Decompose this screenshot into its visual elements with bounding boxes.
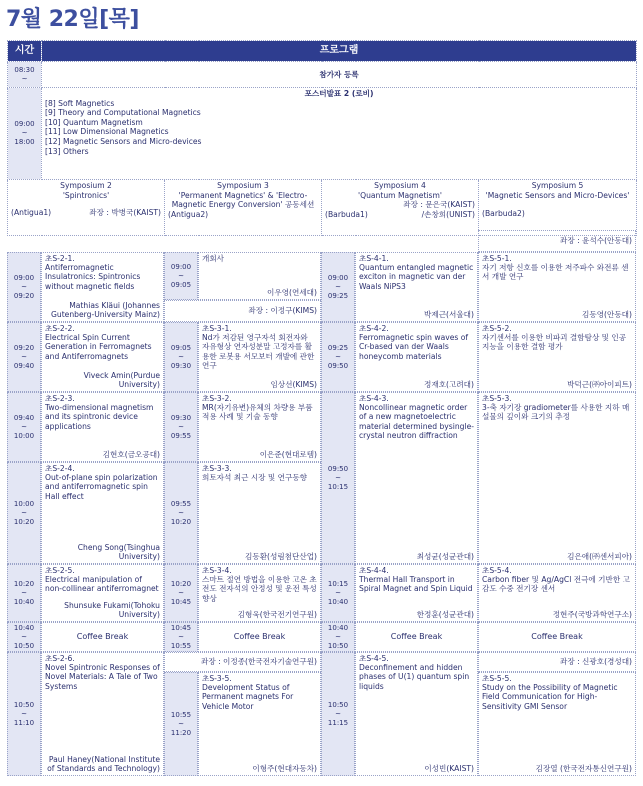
talk-author: 김현호(금오공대): [102, 449, 160, 459]
talk-author: 한정훈(성균관대): [416, 609, 474, 619]
talk-cell: [355, 392, 478, 564]
time-cell: 10:15 ~ 10:40: [321, 564, 355, 622]
talk-title: Electrical manipulation of non-collinear antiferromagnet: [45, 575, 159, 594]
talk-title: Carbon fiber 및 Ag/AgCl 전극에 기반한 고감도 수중 전기장 센서: [482, 575, 630, 594]
talk-cell: [478, 252, 636, 322]
time-cell: 09:25 ~ 09:50: [321, 322, 355, 392]
talk-author: Viveck Amin(Purdue University): [83, 370, 160, 389]
talk-code: 초S-5-1.: [482, 254, 512, 263]
talk-title: Out-of-plane spin polarization and antiferromagnetic spin Hall effect: [45, 473, 158, 501]
poster-item: [9] Theory and Computational Magnetics: [45, 108, 201, 118]
time-cell: 09:30 ~ 09:55: [164, 392, 198, 462]
talk-title: 3-축 자기장 gradiometer를 사용한 지하 매설물의 깊이와 크기의 추정: [482, 403, 630, 422]
time-cell: 09:20 ~ 09:40: [7, 322, 41, 392]
talk-code: 초S-2-4.: [45, 464, 75, 473]
talk-author: 이우영(연세대): [267, 287, 317, 297]
talk-cell: [41, 392, 164, 462]
talk-code: 초S-5-5.: [482, 674, 512, 683]
talk-cell: [41, 322, 164, 392]
talk-code: 초S-2-1.: [45, 254, 75, 263]
time-cell: 10:20 ~ 10:45: [164, 564, 198, 622]
poster-item: [10] Quantum Magnetism: [45, 117, 143, 127]
talk-title: Nd가 저감된 영구자석 회전자와 자유형상 연자성분말 고정자를 활용한 로봇용 서모보터 개발에 관한 연구: [202, 333, 315, 370]
talk-cell: [41, 652, 164, 776]
talk-author: 김형욱(한국전기연구원): [237, 609, 317, 619]
talk-cell: [41, 564, 164, 622]
coffee-break: Coffee Break: [198, 622, 321, 652]
talk-title: Ferromagnetic spin waves of Cr-based van der Waals honeycomb materials: [359, 333, 469, 361]
chair-label: 좌장 : 문은국(KAIST) /손창희(UNIST): [403, 200, 475, 219]
talk-author: Mathias Kläui (Johannes Gutenberg-University Mainz): [51, 300, 160, 319]
program-table: [7, 40, 637, 236]
talk-author: 박덕근(㈜아이피트): [567, 379, 632, 389]
talk-author: 정재호(고려대): [424, 379, 474, 389]
symposium-5-header: Symposium 5 'Magnetic Sensors and Micro-Devices' (Barbuda2): [479, 180, 637, 236]
talk-title: Development Status of Permanent magnets For Vehicle Motor: [202, 683, 294, 711]
talk-author: Paul Haney(National Institute of Standards and Technology): [47, 754, 160, 773]
talk-cell: [478, 392, 636, 564]
talk-title: 자기 저항 신호를 이용한 저주파수 와전류 센서 개발 연구: [482, 263, 629, 282]
talk-code: 초S-3-4.: [202, 566, 232, 575]
talk-code: 초S-5-2.: [482, 324, 512, 333]
chair-label: 좌장 : 윤석수(안동대): [478, 230, 636, 252]
symposium-3-header: Symposium 3 'Permanent Magnetics' & 'Electro-Magnetic Energy Conversion' 공동세션 (Antigua2): [165, 180, 322, 236]
coffee-break: Coffee Break: [478, 622, 636, 652]
talk-author: 김동환(성림첨단산업): [245, 551, 317, 561]
registration-label: 참가자 등록: [42, 62, 637, 88]
poster-item: [8] Soft Magnetics: [45, 98, 115, 108]
talk-author: 이형주(현대자동차): [252, 763, 317, 773]
room-label: (Barbuda1): [325, 209, 368, 219]
poster-item: [13] Others: [45, 146, 89, 156]
time-cell: 10:00 ~ 10:20: [7, 462, 41, 564]
talk-title: Two-dimensional magnetism and its spintronic device applications: [45, 403, 154, 431]
header-program: 프로그램: [42, 41, 637, 62]
room-label: (Antigua1): [11, 208, 52, 218]
talk-code: 초S-4-4.: [359, 566, 389, 575]
coffee-break: Coffee Break: [355, 622, 478, 652]
talk-code: 초S-4-5.: [359, 654, 389, 663]
time-cell: 10:50 ~ 11:10: [7, 652, 41, 776]
talk-author: 이은준(현대로템): [259, 449, 317, 459]
talk-cell: [198, 392, 321, 462]
chair-label: 좌장 : 박병국(KAIST): [89, 208, 161, 218]
time-cell: 08:30 ~: [8, 62, 42, 88]
poster-item: [12] Magnetic Sensors and Micro-devices: [45, 136, 202, 146]
time-cell: 09:05 ~ 09:30: [164, 322, 198, 392]
time-cell: 10:20 ~ 10:40: [7, 564, 41, 622]
time-cell: 10:40 ~ 10:50: [321, 622, 355, 652]
session-grid: [7, 236, 636, 776]
talk-code: 초S-4-3.: [359, 394, 389, 403]
talk-author: 정현주(국방과학연구소): [552, 609, 632, 619]
time-cell: 09:50 ~ 10:15: [321, 392, 355, 564]
talk-title: Electrical Spin Current Generation in Ferromagnets and Antiferromagnets: [45, 333, 152, 361]
talk-author: 임상선(KIMS): [270, 379, 317, 389]
talk-cell: [478, 322, 636, 392]
time-cell: 09:55 ~ 10:20: [164, 462, 198, 564]
chair-label: 좌장 : 신광호(경성대): [478, 652, 636, 672]
talk-title: 스마트 절연 방법을 이용한 고온 초전도 전자석의 안정성 및 운전 특성 향상: [202, 575, 317, 603]
talk-title: Novel Spintronic Responses of Novel Materials: A Tale of Two Systems: [45, 663, 160, 691]
talk-author: 이성빈(KAIST): [424, 763, 474, 773]
time-cell: 10:50 ~ 11:15: [321, 652, 355, 776]
time-cell: 10:40 ~ 10:50: [7, 622, 41, 652]
talk-title: Quantum entangled magnetic exciton in magnetic van der Waals NiPS3: [359, 263, 474, 291]
poster-session: [42, 88, 637, 180]
talk-code: 초S-2-6.: [45, 654, 75, 663]
talk-author: Shunsuke Fukami(Tohoku University): [64, 600, 160, 619]
time-cell: 09:00 ~ 18:00: [8, 88, 42, 180]
talk-author: Cheng Song(Tsinghua University): [77, 542, 160, 561]
header-time: 시간: [8, 41, 42, 62]
talk-code: 초S-3-2.: [202, 394, 232, 403]
talk-cell: [198, 564, 321, 622]
talk-code: 초S-5-4.: [482, 566, 512, 575]
talk-title: Study on the Possibility of Magnetic Field Communication for High-Sensitivity GMI Sensor: [482, 683, 618, 711]
room-label: (Barbuda2): [482, 209, 525, 219]
opening-cell: [198, 252, 321, 300]
symposium-4-header: Symposium 4 'Quantum Magnetism' (Barbuda1) 좌장 : 문은국(KAIST) /손창희(UNIST): [322, 180, 479, 236]
time-cell: 09:00 ~ 09:25: [321, 252, 355, 322]
talk-code: 초S-4-2.: [359, 324, 389, 333]
time-cell: 09:40 ~ 10:00: [7, 392, 41, 462]
time-cell: 10:45 ~ 10:55: [164, 622, 198, 652]
talk-cell: [478, 672, 636, 776]
talk-cell: [355, 652, 478, 776]
talk-author: 최성균(성균관대): [416, 551, 474, 561]
talk-cell: [198, 462, 321, 564]
talk-author: 박제근(서울대): [424, 309, 474, 319]
talk-code: 초S-3-1.: [202, 324, 232, 333]
coffee-break: Coffee Break: [41, 622, 164, 652]
talk-author: 김은애(㈜센서피아): [567, 551, 632, 561]
talk-code: 초S-3-3.: [202, 464, 232, 473]
talk-author: 김장열 (한국전자통신연구원): [535, 763, 632, 773]
talk-cell: [478, 564, 636, 622]
talk-cell: [198, 322, 321, 392]
talk-code: 초S-4-1.: [359, 254, 389, 263]
talk-title: Thermal Hall Transport in Spiral Magnet and Spin Liquid: [359, 575, 473, 594]
talk-cell: [355, 564, 478, 622]
talk-cell: [41, 462, 164, 564]
talk-title: MR(자기유변)유체의 차량용 부품 적용 사례 및 기술 동향: [202, 403, 313, 422]
talk-cell: [355, 322, 478, 392]
talk-title: 개회사: [202, 254, 225, 263]
talk-code: 초S-2-2.: [45, 324, 75, 333]
poster-item: [11] Low Dimensional Magnetics: [45, 127, 169, 137]
talk-title: 자기센서를 이용한 비파괴 결함탐상 및 인공지능을 이용한 결함 평가: [482, 333, 627, 352]
talk-title: Antiferromagnetic Insulatronics: Spintronics without magnetic fields: [45, 263, 141, 291]
symposium-2-header: Symposium 2 'Spintronics' (Antigua1) 좌장 : 박병국(KAIST): [8, 180, 165, 236]
talk-title: 희토자석 최근 시장 및 연구동향: [202, 473, 308, 483]
poster-title: 포스터발표 2 (로비): [304, 89, 374, 98]
time-cell: 09:00 ~ 09:20: [7, 252, 41, 322]
chair-label: 좌장 : 이정종(한국전자기술연구원): [164, 652, 321, 672]
talk-cell: [41, 252, 164, 322]
talk-code: 초S-2-3.: [45, 394, 75, 403]
time-cell: 09:00 ~ 09:05: [164, 252, 198, 300]
talk-code: 초S-2-5.: [45, 566, 75, 575]
room-label: (Antigua2): [168, 209, 209, 219]
time-cell: 10:55 ~ 11:20: [164, 672, 198, 776]
talk-code: 초S-5-3.: [482, 394, 512, 403]
talk-title: Deconfinement and hidden phases of U(1) quantum spin liquids: [359, 663, 470, 691]
chair-label: 좌장 : 이정구(KIMS): [164, 300, 321, 322]
talk-code: 초S-3-5.: [202, 674, 232, 683]
talk-cell: [198, 672, 321, 776]
talk-title: Noncollinear magnetic order of a new magnetoelectric material determined bysingle-crystal neutron diffraction: [359, 403, 474, 440]
talk-cell: [355, 252, 478, 322]
talk-author: 김동영(안동대): [582, 309, 632, 319]
page-title: 7월 22일[목]: [6, 7, 139, 32]
